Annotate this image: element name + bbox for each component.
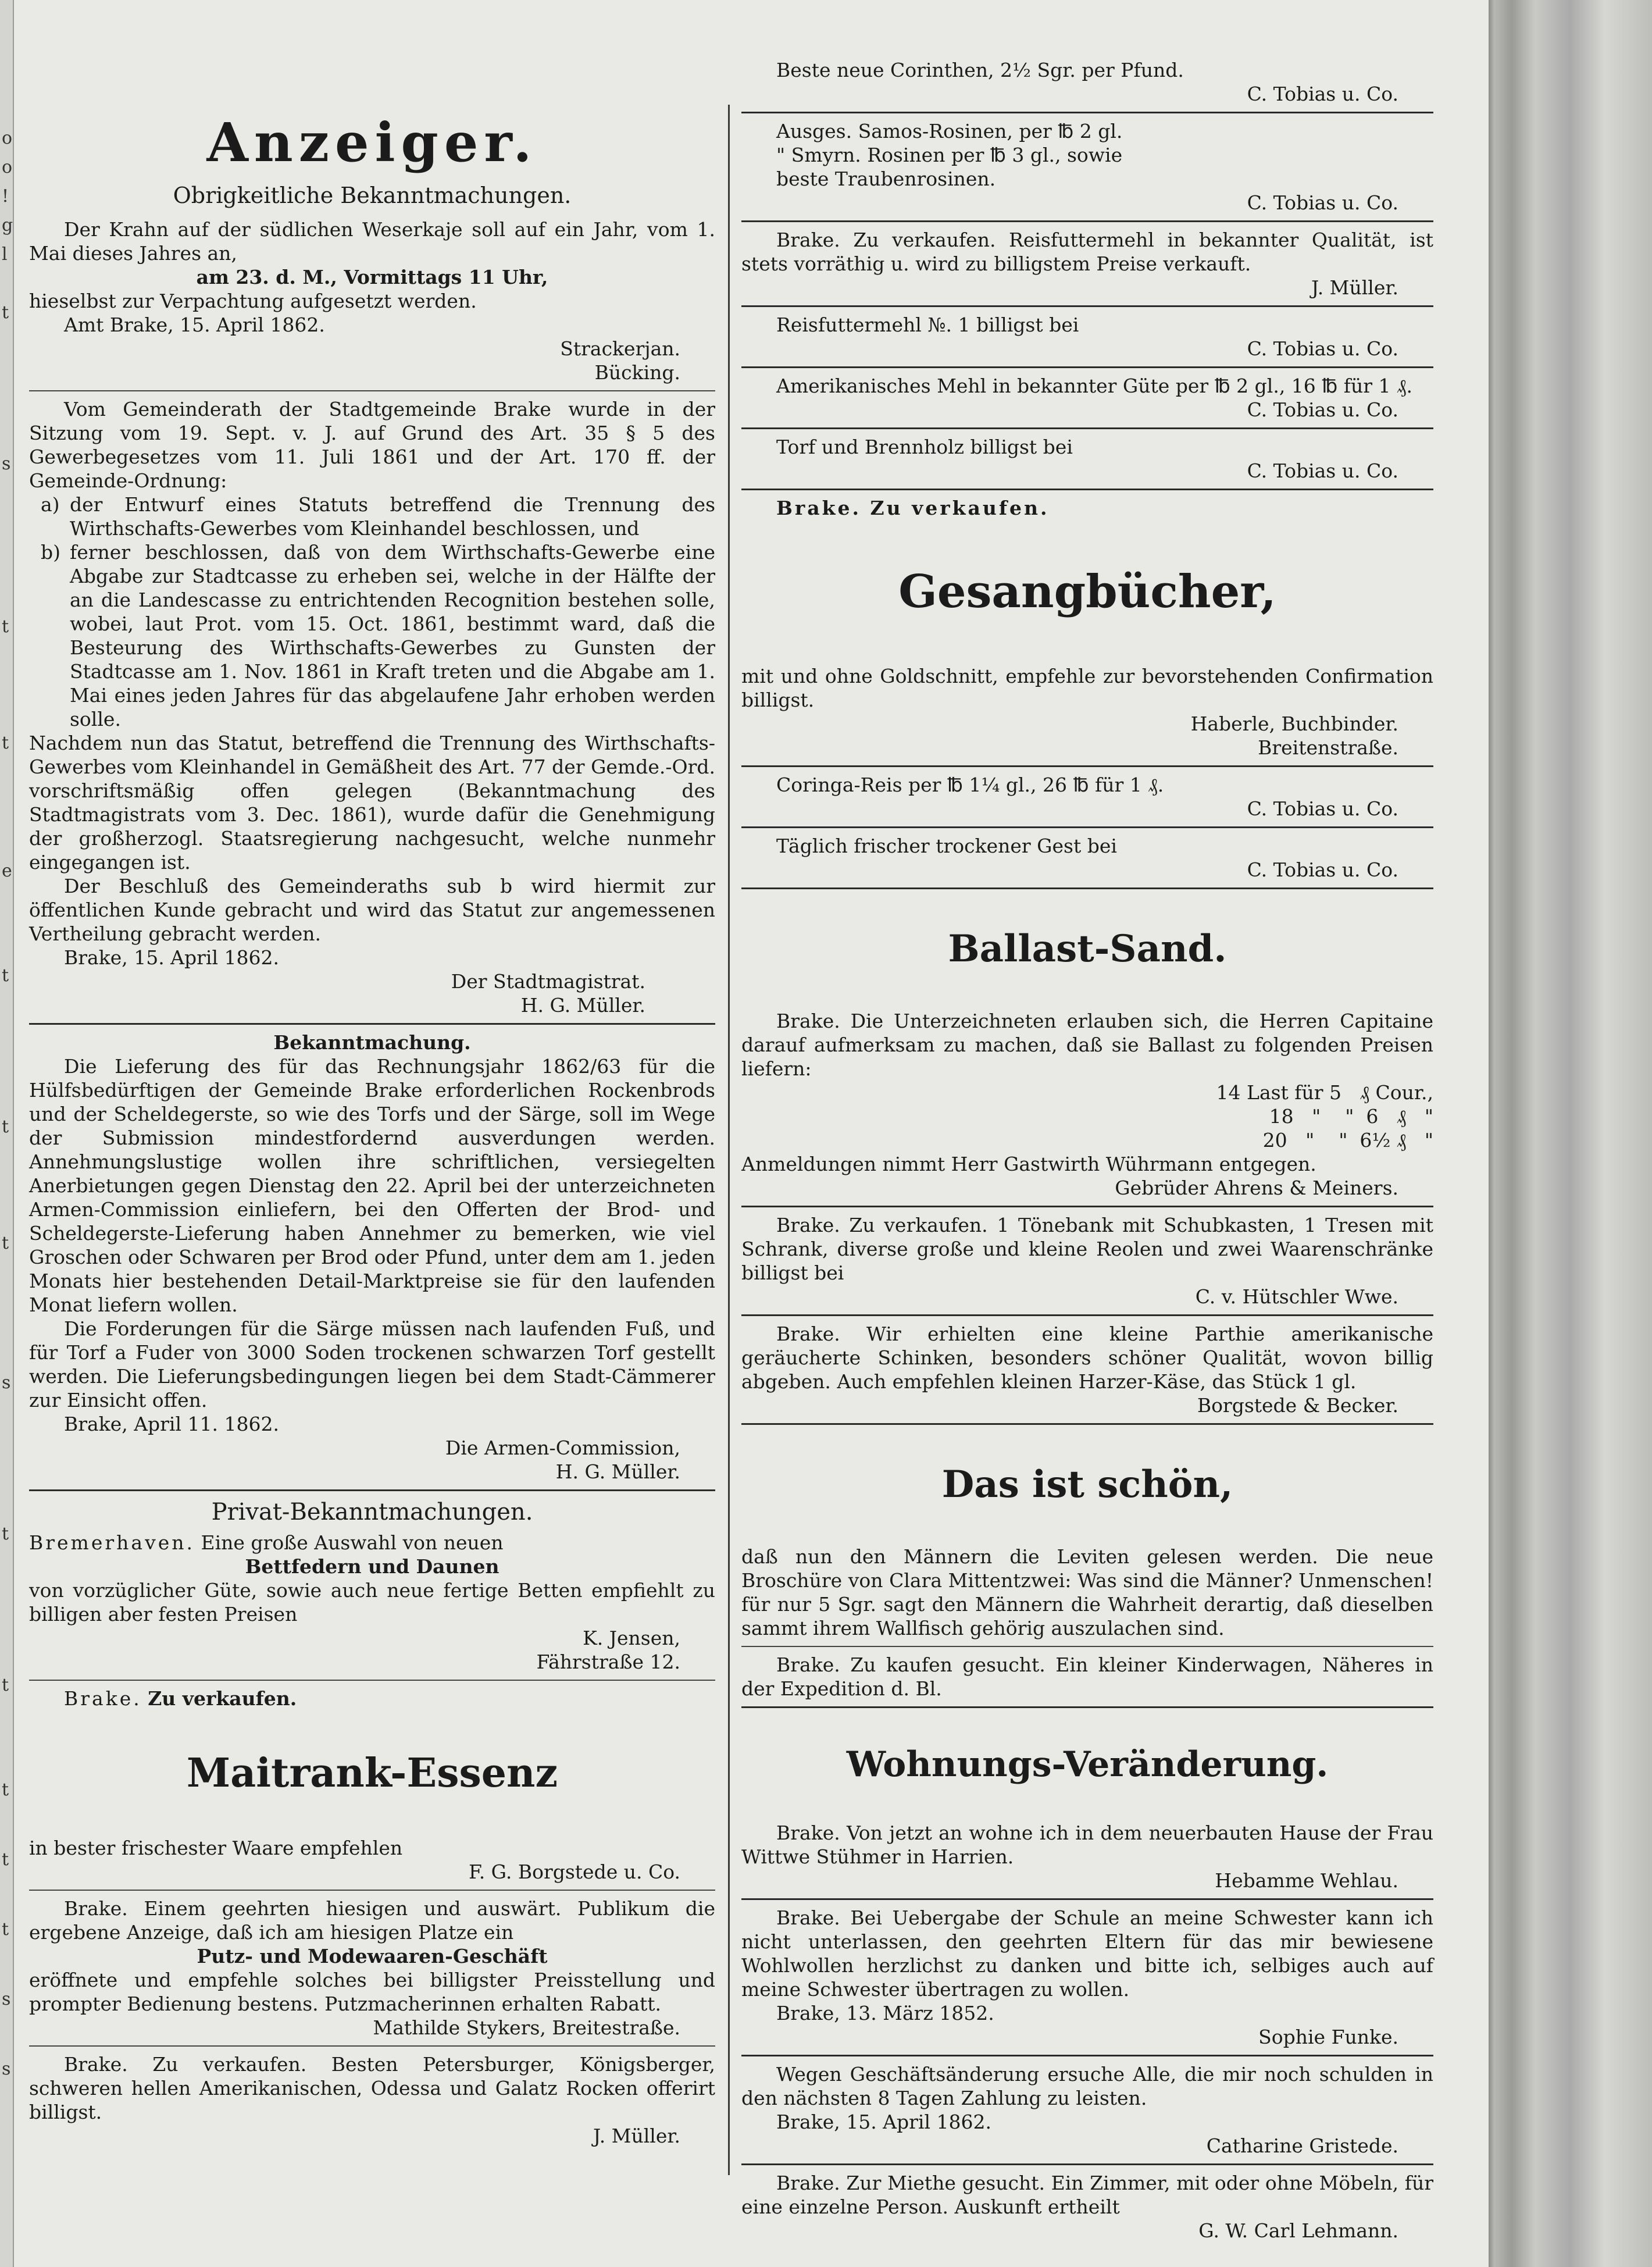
margin-mark: o xyxy=(2,157,13,177)
price-table xyxy=(927,1081,1433,1152)
ad-schule xyxy=(741,1906,1433,2049)
margin-mark: o xyxy=(2,128,13,148)
divider xyxy=(741,765,1433,767)
ad-toenebank xyxy=(741,1213,1433,1309)
ad-text: Brake. Zur Miethe gesucht. Ein Zimmer, mit oder ohne Möbeln, für eine einzelne Person. Auskunft ertheilt xyxy=(741,2172,1433,2218)
notice-text: Der Krahn auf der südlichen Weserkaje soll auf ein Jahr, vom 1. Mai dieses Jahres an, xyxy=(29,218,715,265)
ad-mehl xyxy=(741,374,1433,422)
divider xyxy=(741,1314,1433,1316)
divider xyxy=(741,1206,1433,1207)
left-column xyxy=(29,58,715,2148)
masthead-title: Anzeiger. xyxy=(206,111,538,174)
margin-mark: ! xyxy=(2,186,9,206)
signature: Strackerjan. xyxy=(560,337,680,360)
signature: K. Jensen, xyxy=(583,1627,680,1649)
divider xyxy=(29,1680,715,1681)
ad-corinthen xyxy=(741,58,1433,106)
ad-text: Torf und Brennholz billigst bei xyxy=(776,436,1073,458)
ad-text: Beste neue Corinthen, 2½ Sgr. per Pfund. xyxy=(776,59,1184,81)
notice-text: hieselbst zur Verpachtung aufgesetzt werden. xyxy=(29,290,477,312)
list-label: b) xyxy=(41,541,60,564)
ad-text: Brake. Einem geehrten hiesigen und auswärt. Publikum die ergebene Anzeige, daß ich am hiesigen Platze ein xyxy=(29,1897,715,1944)
signature: C. Tobias u. Co. xyxy=(1247,191,1398,214)
ad-reisfuttermehl-2 xyxy=(741,313,1433,361)
divider xyxy=(741,887,1433,889)
notice-text: Nachdem nun das Statut, betreffend die Trennung des Wirthschafts-Gewerbes vom Kleinhandel in Gemäßheit des Art. 77 der Gemde.-Ord. vorschriftsmäßig offen gelegen (Bekanntmachung des Stadtmagistrats vom 3. Dec. 1861), wurde dafür die Genehmigung der großherzogl. Staatsregierung nachgesucht, welche nunmehr eingegangen ist. xyxy=(29,732,715,874)
ad-text: Brake. Zu verkaufen. 1 Tönebank mit Schubkasten, 1 Tresen mit Schrank, diverse große und kleine Reolen und zwei Waarenschränke billigst bei xyxy=(741,1214,1433,1284)
ad-text: eröffnete und empfehle solches bei billigster Preisstellung und prompter Bedienung bestens. Putzmacherinnen erhalten Rabatt. xyxy=(29,1969,715,2015)
ad-heading-large: Ballast-Sand. xyxy=(948,927,1227,971)
ad-text: Coringa-Reis per ℔ 1¼ gl., 26 ℔ für 1 ₰. xyxy=(776,774,1164,796)
ad-text: daß nun den Männern die Leviten gelesen werden. Die neue Broschüre von Clara Mittentzwei: Was sind die Männer? Unmenschen! für nur 5 Sgr. sagt den Männern die Wahrheit derartig, daß dieselben sammt ihrem Wallfisch gehörig auszulachen sind. xyxy=(741,1545,1433,1639)
column-divider xyxy=(728,105,730,2175)
signature: C. Tobias u. Co. xyxy=(1247,459,1398,482)
divider xyxy=(741,2055,1433,2056)
notice-text: Die Lieferung des für das Rechnungsjahr 1862/63 für die Hülfsbedürftigen der Gemeinde Brake erforderlichen Rockenbrods und der Scheldegerste, so wie des Torfs und der Särge, soll im Wege der Submission mindestfordernd ausverdungen werden. Annehmungslustige wollen ihre schriftlichen, versiegelten Anerbietungen gegen Dienstag den 22. April bei der unterzeichneten Armen-Commission einliefern, bei den Offerten der Brod- und Scheldegerste-Lieferung haben Annehmer zu bemerken, wie viel Groschen oder Schwaren per Brod oder Pfund, unter dem am 1. jeden Monats hier bestehenden Detail-Marktpreise sie für den laufenden Monat liefern wollen. xyxy=(29,1055,715,1316)
ad-text: Eine große Auswahl von neuen xyxy=(201,1531,504,1554)
signature: H. G. Müller. xyxy=(520,994,645,1017)
divider xyxy=(741,1646,1433,1647)
signature: Borgstede & Becker. xyxy=(1197,1394,1398,1417)
ad-heading-large: Wohnungs-Veränderung. xyxy=(846,1744,1329,1785)
place-date: Brake, 15. April 1862. xyxy=(64,946,279,969)
list-item xyxy=(41,540,715,731)
divider xyxy=(741,1706,1433,1708)
margin-mark: l xyxy=(2,244,8,265)
signature: C. Tobias u. Co. xyxy=(1247,858,1398,881)
divider xyxy=(741,112,1433,113)
signature: H. G. Müller. xyxy=(555,1460,680,1483)
margin-mark: s xyxy=(2,1373,11,1393)
ad-maitrank xyxy=(29,1687,715,1884)
margin-mark: t xyxy=(2,733,9,753)
divider xyxy=(29,1023,715,1025)
notice-lieferung xyxy=(29,1031,715,1484)
ad-text: Brake. Zu verkaufen. Besten Petersburger, Königsberger, schweren hellen Amerikanischen, Odessa und Galatz Rocken offerirt billigst. xyxy=(29,2053,715,2123)
margin-mark: e xyxy=(2,861,12,881)
margin-mark: t xyxy=(2,302,9,323)
list-text: ferner beschlossen, daß von dem Wirthschafts-Gewerbe eine Abgabe zur Stadtcasse zu erheben sei, welche in der Hälfte der an die Landescasse zu entrichtenden Recognition bestehen solle, wobei, laut Prot. vom 15. Oct. 1861, bestimmt ward, daß die Besteurung des Wirthschafts-Gewerbes zu Gunsten der Stadtcasse am 1. Nov. 1861 in Kraft treten und die Abgabe am 1. Mai eines jeden Jahres für das abgelaufene Jahr erhoben werden solle. xyxy=(70,541,715,730)
ad-text: in bester frischester Waare empfehlen xyxy=(29,1837,403,1859)
notice-text: Die Forderungen für die Särge müssen nach laufenden Fuß, und für Torf a Fuder von 3000 Soden trockenen schwarzen Torf gestellt werden. Die Lieferungsbedingungen liegen bei dem Stadt-Cämmerer zur Einsicht offen. xyxy=(29,1317,715,1411)
ad-product: Bettfedern und Daunen xyxy=(245,1555,499,1578)
margin-mark: s xyxy=(2,1989,11,2009)
list-item xyxy=(41,493,715,540)
ad-intro-line xyxy=(29,1531,715,1555)
ad-torf xyxy=(741,435,1433,483)
margin-mark: t xyxy=(2,1675,9,1695)
margin-mark: t xyxy=(2,965,9,986)
signature: Bücking. xyxy=(594,361,680,384)
divider xyxy=(741,1423,1433,1425)
notice-statut xyxy=(29,397,715,1017)
signature: F. G. Borgstede u. Co. xyxy=(468,1860,680,1883)
ad-ballast xyxy=(741,926,1433,1200)
ad-text: von vorzüglicher Güte, sowie auch neue fertige Betten empfiehlt zu billigen aber festen Preisen xyxy=(29,1579,715,1626)
ad-rosinen xyxy=(741,119,1433,215)
ad-text: Wegen Geschäftsänderung ersuche Alle, die mir noch schulden in den nächsten 8 Tagen Zahlung zu leisten. xyxy=(741,2063,1433,2109)
official-heading: Obrigkeitliche Bekanntmachungen. xyxy=(173,183,572,208)
ad-text: mit und ohne Goldschnitt, empfehle zur bevorstehenden Confirmation billigst. xyxy=(741,665,1433,711)
margin-mark: t xyxy=(2,1233,9,1253)
signature: J. Müller. xyxy=(1311,276,1398,299)
right-column xyxy=(741,58,1433,2243)
notice-krahn xyxy=(29,218,715,384)
ad-product: Putz- und Modewaaren-Geschäft xyxy=(197,1945,548,1967)
ad-label: Zu verkaufen. xyxy=(148,1687,297,1710)
notice-text: Der Beschluß des Gemeinderaths sub b wird hiermit zur öffentlichen Kunde gebracht und wird das Statut zur angemessenen Vertheilung gebracht werden. xyxy=(29,875,715,945)
ad-coringa xyxy=(741,773,1433,821)
signature: C. Tobias u. Co. xyxy=(1247,797,1398,820)
margin-mark: t xyxy=(2,1780,9,1800)
divider xyxy=(29,1489,715,1491)
divider xyxy=(741,427,1433,429)
signature: Hebamme Wehlau. xyxy=(1215,1869,1398,1892)
ad-text: Brake. Zu kaufen gesucht. Ein kleiner Kinderwagen, Näheres in der Expedition d. Bl. xyxy=(741,1653,1433,1700)
ad-gesangbuecher xyxy=(741,496,1433,760)
place-date: Amt Brake, 15. April 1862. xyxy=(64,313,325,336)
ad-reisfuttermehl-1 xyxy=(741,228,1433,300)
ad-gest xyxy=(741,834,1433,882)
signature: Die Armen-Commission, xyxy=(445,1437,680,1459)
signature: C. Tobias u. Co. xyxy=(1247,337,1398,360)
ad-putz xyxy=(29,1897,715,2040)
divider xyxy=(741,220,1433,222)
private-heading: Privat-Bekanntmachungen. xyxy=(211,1499,533,1525)
ad-text: Brake. Die Unterzeichneten erlauben sich, die Herren Capitaine darauf aufmerksam zu machen, daß sie Ballast zu folgenden Preisen liefern: xyxy=(741,1010,1433,1080)
signature: Gebrüder Ahrens & Meiners. xyxy=(1115,1177,1398,1199)
ad-text: " Smyrn. Rosinen per ℔ 3 gl., sowie xyxy=(776,144,1123,166)
place-date: Brake, 13. März 1852. xyxy=(776,2002,994,2024)
ad-text: Brake. Von jetzt an wohne ich in dem neuerbauten Hause der Frau Wittwe Stühmer in Harrien. xyxy=(741,1822,1433,1868)
notice-list xyxy=(29,493,715,731)
ad-place: Bremerhaven. xyxy=(29,1531,195,1554)
ad-text: Ausges. Samos-Rosinen, per ℔ 2 gl. xyxy=(776,120,1123,142)
signature: Mathilde Stykers, Breitestraße. xyxy=(373,2016,680,2039)
signature: G. W. Carl Lehmann. xyxy=(1198,2219,1398,2242)
ad-place: Brake. xyxy=(64,1687,142,1710)
signature: C. Tobias u. Co. xyxy=(1247,83,1398,105)
price-row: 18 " " 6 ₰ " xyxy=(1269,1105,1433,1128)
left-margin-strip xyxy=(0,0,14,2267)
ad-kinderwagen xyxy=(741,1653,1433,1701)
divider xyxy=(29,1890,715,1891)
signature: Der Stadtmagistrat. xyxy=(451,970,645,993)
divider xyxy=(29,2045,715,2047)
place-date: Brake, April 11. 1862. xyxy=(64,1413,279,1435)
margin-mark: s xyxy=(2,2059,11,2079)
divider xyxy=(741,489,1433,490)
margin-mark: s xyxy=(2,454,11,474)
divider xyxy=(741,1898,1433,1900)
ad-miethe xyxy=(741,2171,1433,2243)
signature: J. Müller. xyxy=(593,2125,680,2147)
price-row: 14 Last für 5 ₰ Cour., xyxy=(1216,1081,1433,1104)
ad-das-ist-schoen xyxy=(741,1462,1433,1640)
margin-mark: g xyxy=(2,215,13,236)
signature: Haberle, Buchbinder. xyxy=(1190,712,1398,735)
ad-rocken xyxy=(29,2052,715,2148)
ad-schinken xyxy=(741,1322,1433,1417)
divider xyxy=(741,366,1433,368)
ad-text: Reisfuttermehl №. 1 billigst bei xyxy=(776,313,1079,336)
ad-heading-large: Das ist schön, xyxy=(941,1463,1233,1506)
margin-mark: t xyxy=(2,1117,9,1137)
ad-text: Amerikanisches Mehl in bekannter Güte per ℔ 2 gl., 16 ℔ für 1 ₰. xyxy=(776,375,1412,397)
margin-mark: t xyxy=(2,1919,9,1940)
divider xyxy=(741,826,1433,828)
ad-text: Brake. Bei Uebergabe der Schule an meine Schwester kann ich nicht unterlassen, den geehrten Eltern für das mir bewiesene Wohlwollen herzlichst zu danken und bitte ich, selbiges auch auf meine Schwester übertragen zu wollen. xyxy=(741,1906,1433,2001)
signature: Sophie Funke. xyxy=(1258,2026,1398,2048)
ad-text: Brake. Wir erhielten eine kleine Parthie amerikanische geräucherte Schinken, besonders schöner Qualität, wovon billig abgeben. Auch empfehlen kleinen Harzer-Käse, das Stück 1 gl. xyxy=(741,1323,1433,1393)
margin-mark: t xyxy=(2,1524,9,1544)
place-date: Brake, 15. April 1862. xyxy=(776,2111,991,2133)
signature: Breitenstraße. xyxy=(1258,736,1398,759)
margin-mark: t xyxy=(2,616,9,637)
price-row: 20 " " 6½ ₰ " xyxy=(1262,1129,1433,1152)
ad-wohnung xyxy=(741,1743,1433,1892)
list-text: der Entwurf eines Statuts betreffend die Trennung des Wirthschafts-Gewerbes vom Kleinhandel beschlossen, und xyxy=(70,493,715,540)
divider xyxy=(741,305,1433,307)
signature: C. Tobias u. Co. xyxy=(1247,398,1398,421)
signature: C. v. Hütschler Wwe. xyxy=(1195,1285,1398,1308)
list-label: a) xyxy=(41,493,60,516)
ad-product-large: Maitrank-Essenz xyxy=(186,1750,558,1797)
ad-text: Brake. Zu verkaufen. Reisfuttermehl in bekannter Qualität, ist stets vorräthig u. wird zu billigstem Preise verkauft. xyxy=(741,229,1433,275)
ad-product-large: Gesangbücher, xyxy=(898,565,1276,618)
ad-intro-line xyxy=(29,1687,715,1710)
ad-geschaeft xyxy=(741,2062,1433,2158)
notice-date-line: am 23. d. M., Vormittags 11 Uhr, xyxy=(196,266,548,288)
divider xyxy=(741,2163,1433,2165)
ad-text: Täglich frischer trockener Gest bei xyxy=(776,835,1117,857)
ad-text: Anmeldungen nimmt Herr Gastwirth Wührmann entgegen. xyxy=(741,1153,1316,1175)
page-edge-stack xyxy=(1489,0,1652,2267)
ad-betten xyxy=(29,1531,715,1674)
divider xyxy=(29,390,715,391)
ad-text: beste Traubenrosinen. xyxy=(776,167,996,190)
ad-label: Brake. Zu verkaufen. xyxy=(776,497,1050,519)
notice-heading: Bekanntmachung. xyxy=(273,1031,471,1054)
signature: Catharine Gristede. xyxy=(1206,2134,1398,2157)
signature: Fährstraße 12. xyxy=(536,1651,680,1673)
notice-text: Vom Gemeinderath der Stadtgemeinde Brake wurde in der Sitzung vom 19. Sept. v. J. auf Grund des Art. 35 § 5 des Gewerbegesetzes vom 11. Juli 1861 und der Art. 170 ff. der Gemeinde-Ordnung: xyxy=(29,398,715,492)
margin-mark: t xyxy=(2,1849,9,1870)
